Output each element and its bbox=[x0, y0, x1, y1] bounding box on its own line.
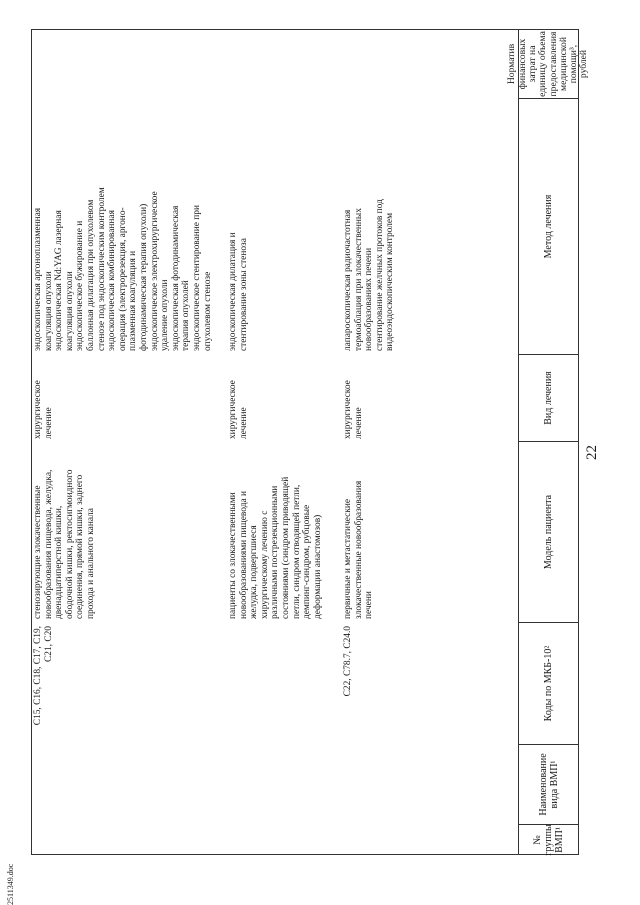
header-icd-codes: Коды по МКБ-10² bbox=[543, 645, 554, 722]
row2-treatment-method: эндоскопическая дилатация и стентирование зоны стеноза bbox=[228, 232, 249, 351]
header-group-number: № группы ВМП¹ bbox=[532, 824, 565, 856]
row1-treatment-type: хирургическое лечение bbox=[33, 380, 54, 439]
header-patient-model: Модель пациента bbox=[543, 494, 554, 570]
header-vmp-name: Наименование вида ВМП¹ bbox=[537, 753, 560, 816]
row3-treatment-method: лапароскопическая радиочастотная термоаблация при злокачественных новообразованиях печени стентирование желчных протоков под видеоэндоскопическим контролем bbox=[343, 199, 396, 351]
table-left-border bbox=[31, 854, 579, 855]
row3-treatment-type: хирургическое лечение bbox=[343, 380, 364, 439]
row2-patient-model: пациенты со злокачественными новообразованиями пищевода и желудка, подвергшиеся хирургическому лечению с различными пострезекционными состояниями (синдром приводящей петли, синдром отводящей петли, демпинг-синдром, рубцовые деформации анастомозов) bbox=[228, 476, 323, 619]
row3-patient-model: первичные и метастатические злокачественные новообразования печени bbox=[343, 480, 375, 619]
row1-icd-codes: C15, C16, C18, C17, C19, C21, C20 bbox=[33, 626, 54, 726]
treatment-table bbox=[31, 29, 590, 856]
row3-icd-codes: C22, C78.7, C24.0 bbox=[343, 626, 353, 697]
header-treatment-type: Вид лечения bbox=[543, 371, 554, 425]
document-code: 2511349.doc bbox=[6, 863, 15, 905]
header-cost-norm: Норматив финансовых затрат на единицу объема предоставления медицинской помощи³, рублей bbox=[506, 31, 590, 97]
row1-patient-model: стенозирующие злокачественные новообразования пищевода, желудка, двенадцатиперстной кишки, ободочной кишки, ректосигмоидного соединения, прямой кишки, заднего прохода и анального канала bbox=[33, 469, 96, 619]
header-treatment-method: Метод лечения bbox=[543, 194, 554, 259]
page-number: 22 bbox=[584, 445, 600, 460]
row2-treatment-type: хирургическое лечение bbox=[228, 380, 249, 439]
table-right-border bbox=[31, 29, 579, 30]
row1-treatment-method: эндоскопическая аргоноплазменная коагуляция опухоли эндоскопическая Nd:YAG лазерная коагуляция опухоли эндоскопическое бужирование и баллонная дилатация при опухолевом стенозе под эндоскопическим контролем эндоскопическая комбинированная операция (электрорезекция, аргоно- плазменная коагуляция и фотодинамическая терапия опухоли) эндоскопическое электрохирургическое удаление опухоли эндоскопическая фотодинамическая терапия опухолей эндоскопическое стентирование при опухолевом стенозе bbox=[33, 187, 213, 351]
table-top-border bbox=[31, 29, 32, 855]
